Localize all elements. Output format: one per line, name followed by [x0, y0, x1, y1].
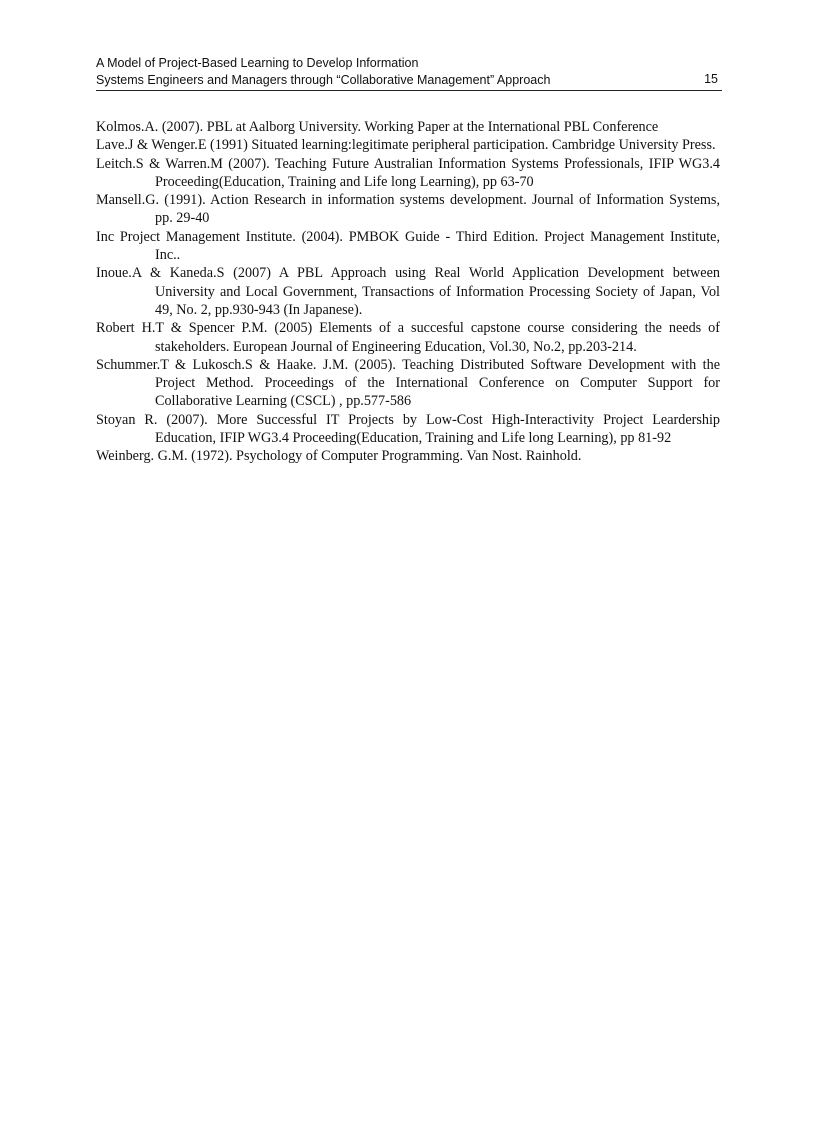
reference-item: Leitch.S & Warren.M (2007). Teaching Future Australian Information Systems Professionals, IFIP WG3.4 Proceeding(Education, Training and Life long Learning), pp 63-70: [96, 155, 720, 190]
reference-list: [96, 118, 720, 466]
reference-item: Robert H.T & Spencer P.M. (2005) Elements of a succesful capstone course considering the needs of stakeholders. European Journal of Engineering Education, Vol.30, No.2, pp.203-214.: [96, 320, 720, 355]
reference-item: Inoue.A & Kaneda.S (2007) A PBL Approach using Real World Application Development between University and Local Government, Transactions of Information Processing Society of Japan, Vol 49, No. 2, pp.930-943 (In Japanese).: [96, 265, 720, 318]
reference-item: Weinberg. G.M. (1972). Psychology of Computer Programming. Van Nost. Rainhold.: [96, 448, 582, 465]
reference-item: Lave.J & Wenger.E (1991) Situated learning:legitimate peripheral participation. Cambridge University Press.: [96, 137, 716, 154]
running-header: [96, 55, 722, 91]
reference-item: Mansell.G. (1991). Action Research in information systems development. Journal of Information Systems, pp. 29-40: [96, 192, 720, 227]
header-title-line2: Systems Engineers and Managers through “Collaborative Management” Approach: [96, 73, 551, 87]
page-number: 15: [704, 72, 718, 86]
header-title-line1: A Model of Project-Based Learning to Develop Information: [96, 56, 419, 70]
reference-item: Kolmos.A. (2007). PBL at Aalborg University. Working Paper at the International PBL Conference: [96, 119, 659, 135]
reference-item: Inc Project Management Institute. (2004). PMBOK Guide - Third Edition. Project Management Institute, Inc..: [96, 228, 720, 264]
reference-item: Stoyan R. (2007). More Successful IT Projects by Low-Cost High-Interactivity Project Leardership Education, IFIP WG3.4 Proceeding(Education, Training and Life long Learning), pp 81-92: [96, 411, 720, 447]
reference-item: Schummer.T & Lukosch.S & Haake. J.M. (2005). Teaching Distributed Software Development with the Project Method. Proceedings of the International Conference on Computer Support for Collaborative Learning (CSCL) , pp.577-586: [96, 356, 720, 410]
